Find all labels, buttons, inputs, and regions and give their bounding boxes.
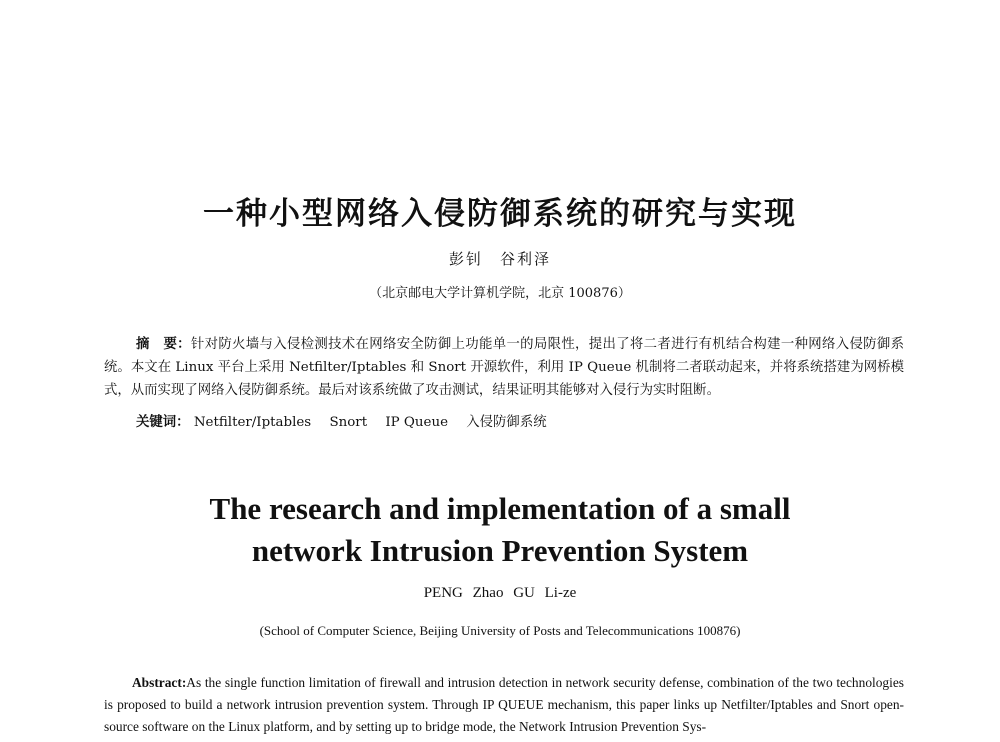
english-title	[0, 488, 1000, 572]
english-affiliation: (School of Computer Science, Beijing University of Posts and Telecommunications 100876)	[259, 623, 741, 638]
keyword: Snort	[329, 415, 368, 430]
chinese-authors: 彭钊 谷利泽	[448, 250, 551, 268]
chinese-abstract-text: 针对防火墙与入侵检测技术在网络安全防御上功能单一的局限性，提出了将二者进行有机结合构建一种网络入侵防御系统。本文在 Linux 平台上采用 Netfilter/Iptables 和 Snort 开源软件，利用 IP Queue 机制将二者联动起来，并将系统搭建为网桥模式，从而实现了网络入侵防御系统。最后对该系统做了攻击测试，结果证明其能够对入侵行为实时阻断。	[104, 337, 905, 398]
keyword: 入侵防御系统	[466, 415, 547, 430]
english-abstract-text: As the single function limitation of firewall and intrusion detection in network security defense, combination of the two technologies is proposed to build a network intrusion prevention system. Through IP QUEUE mechanism, this paper links up Netfilter/Iptables and Snort open-source software on the Linux platform, and by setting up to bridge mode, the Network Intrusion Prevention Sys-	[104, 675, 904, 734]
keyword: Netfilter/Iptables	[193, 415, 312, 430]
keyword: IP Queue	[385, 415, 448, 430]
english-abstract	[104, 672, 904, 738]
english-title-line-2: network Intrusion Prevention System	[251, 533, 749, 568]
chinese-abstract	[104, 333, 904, 402]
english-abstract-label: Abstract:	[132, 675, 187, 690]
chinese-abstract-label: 摘 要：	[136, 337, 191, 352]
chinese-keywords-label: 关键词：	[136, 415, 190, 430]
chinese-title: 一种小型网络入侵防御系统的研究与实现	[203, 196, 797, 232]
chinese-keywords	[136, 411, 561, 430]
chinese-affiliation: （北京邮电大学计算机学院，北京 100876）	[369, 286, 631, 301]
english-title-line-1: The research and implementation of a small	[209, 491, 791, 526]
english-authors: PENG Zhao GU Li-ze	[423, 585, 577, 601]
